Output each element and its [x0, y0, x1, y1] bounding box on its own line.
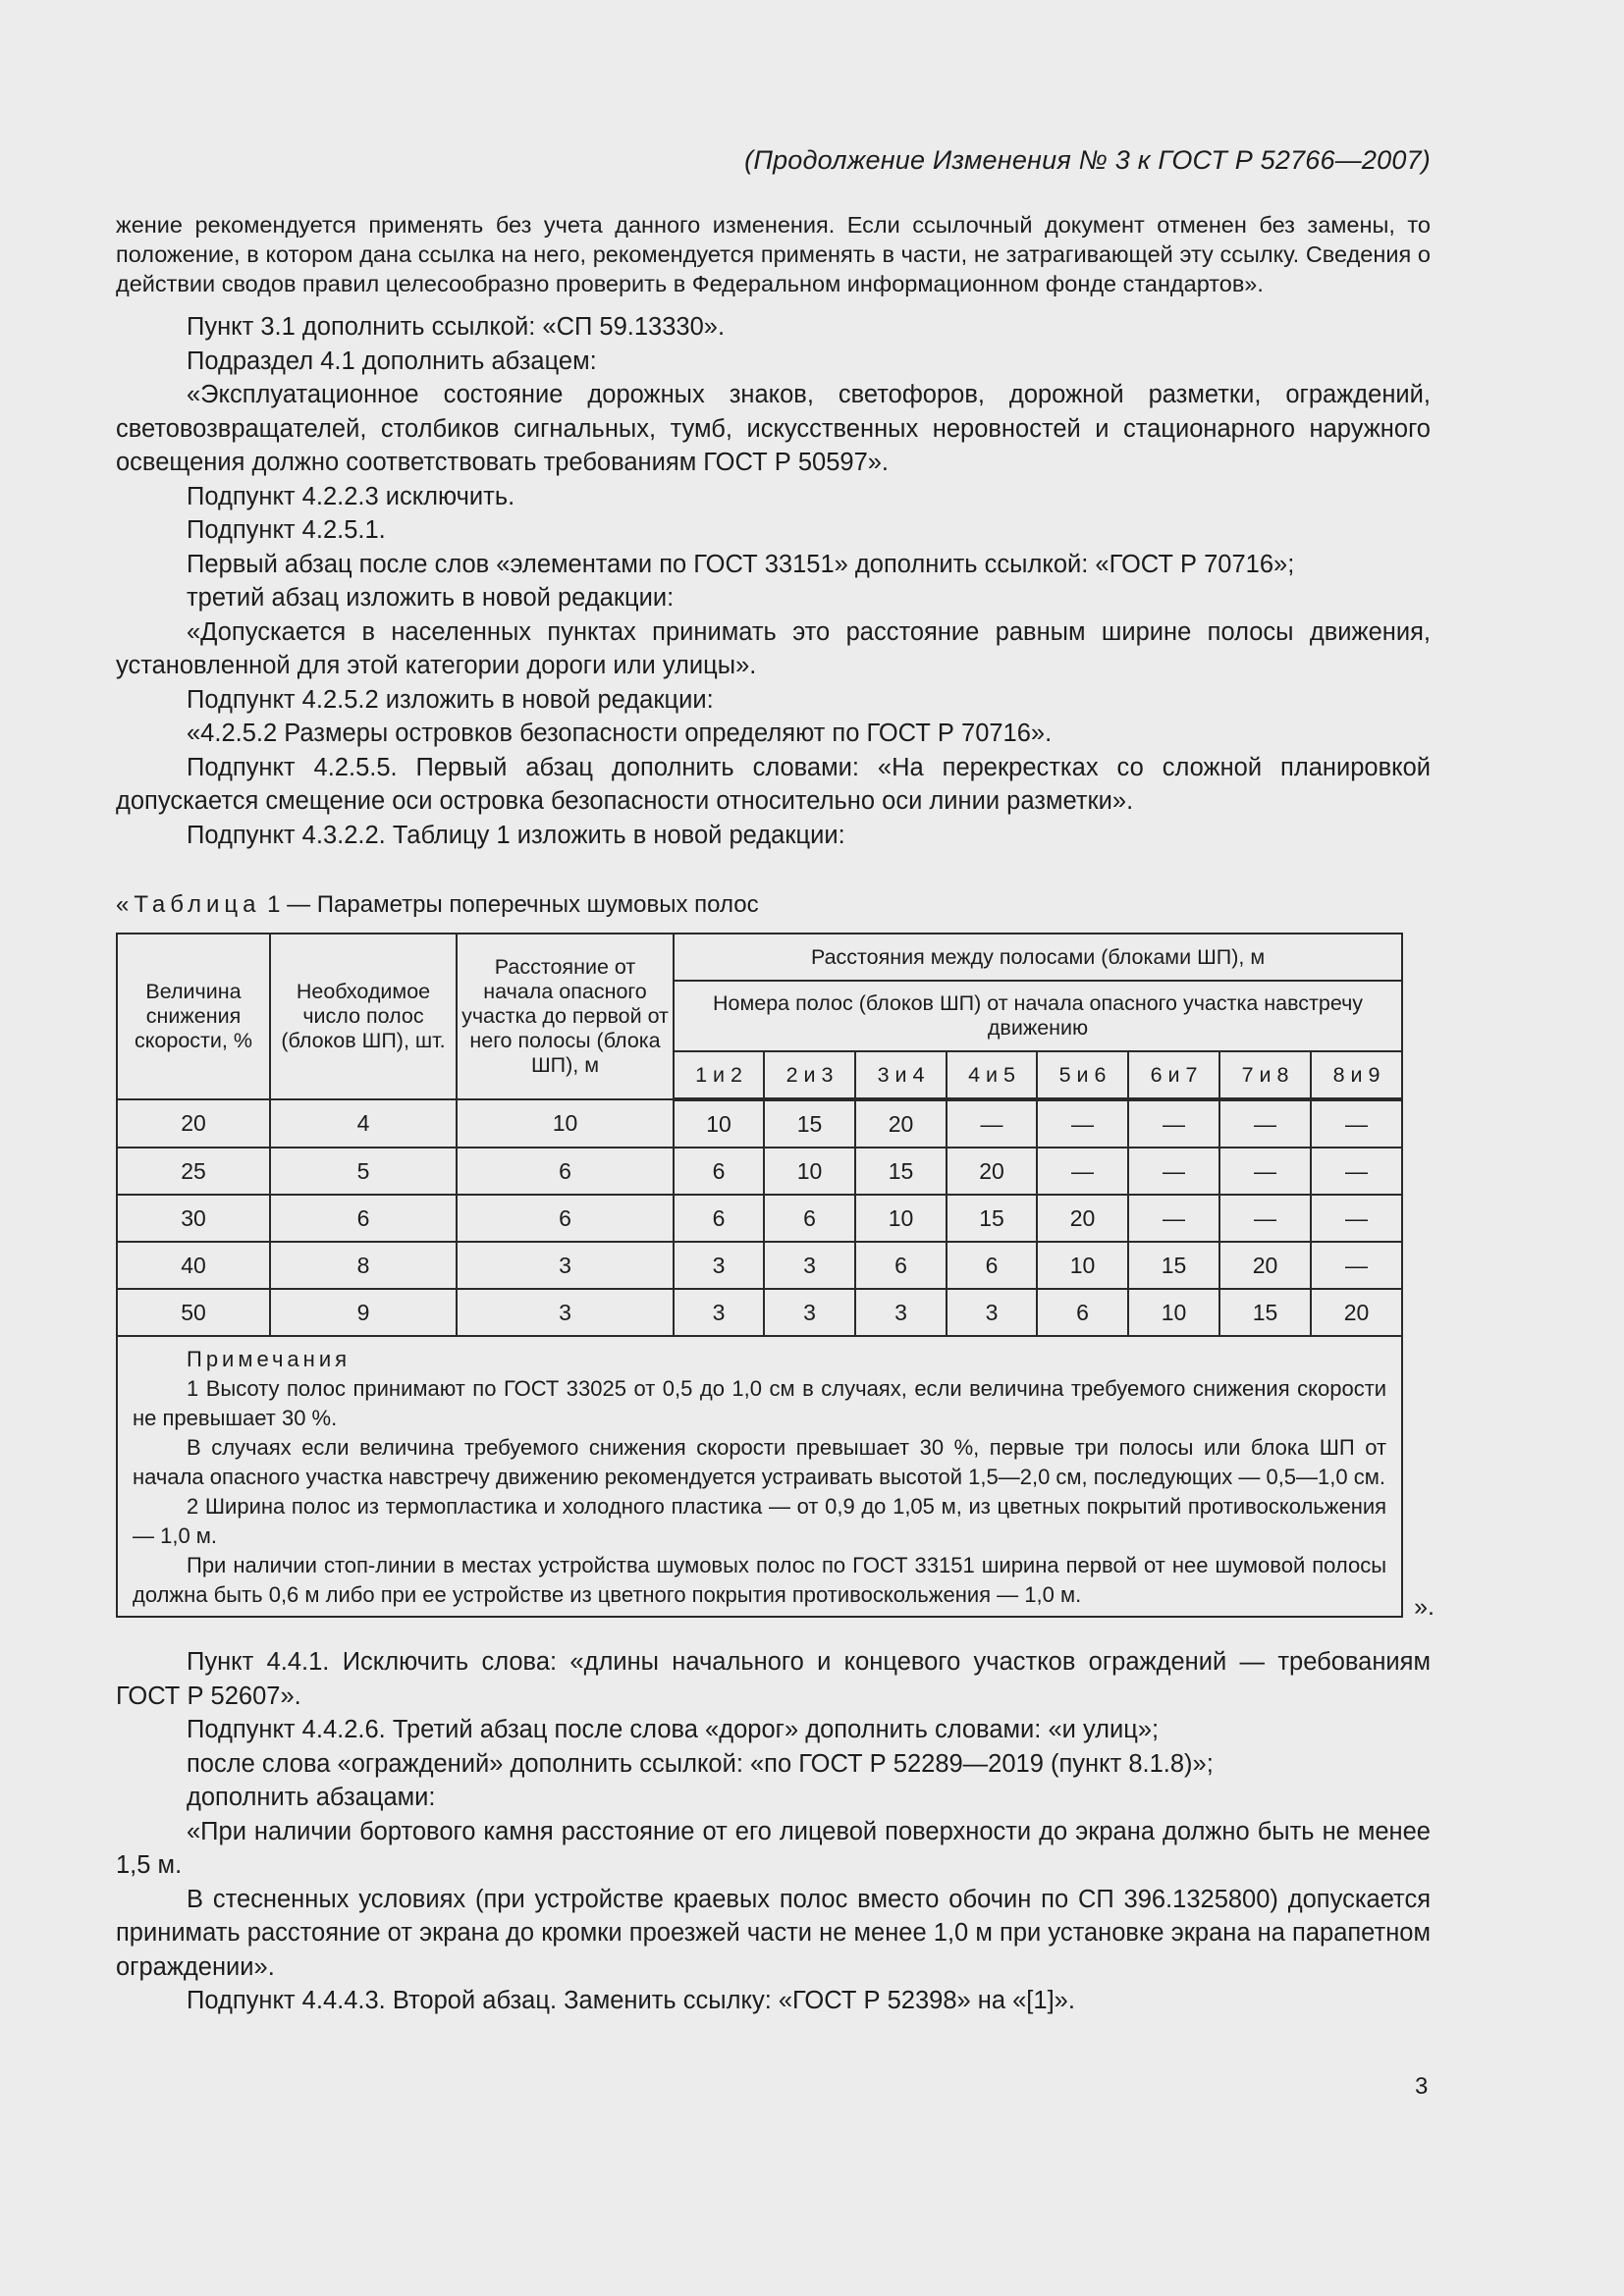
paragraph: «4.2.5.2 Размеры островков безопасности определяют по ГОСТ Р 70716».: [187, 720, 1053, 747]
table-cell: 3: [764, 1242, 855, 1289]
table-cell: —: [1311, 1099, 1402, 1148]
table-cell: 3: [764, 1289, 855, 1336]
table-cell: 25: [117, 1148, 270, 1195]
paragraph: Подпункт 4.4.4.3. Второй абзац. Заменить ссылку: «ГОСТ Р 52398» на «[1]».: [187, 1987, 1075, 2014]
paragraph: Подпункт 4.4.2.6. Третий абзац после слова «дорог» дополнить словами: «и улиц»;: [187, 1716, 1160, 1743]
table-cell: —: [1219, 1099, 1311, 1148]
table-caption-prefix: «Таблица: [116, 891, 261, 918]
header-pair: 4 и 5: [947, 1051, 1037, 1099]
table-cell: 3: [674, 1242, 764, 1289]
header-strip-numbers: Номера полос (блоков ШП) от начала опасного участка навстречу движению: [674, 981, 1402, 1051]
header-pair: 2 и 3: [764, 1051, 855, 1099]
paragraph: Подпункт 4.2.5.5. Первый абзац дополнить словами: «На перекрестках со сложной планировкой допускается смещение оси островка безопасности относительно оси линии разметки».: [116, 753, 1431, 815]
note: 1 Высоту полос принимают по ГОСТ 33025 от 0,5 до 1,0 см в случаях, если величина требуемого снижения скорости не превышает 30 %.: [133, 1376, 1387, 1430]
page-content: [116, 210, 1435, 2018]
table-caption-title: 1 — Параметры поперечных шумовых полос: [260, 891, 759, 918]
table-cell: —: [1219, 1195, 1311, 1242]
table-cell: 40: [117, 1242, 270, 1289]
table-row: [117, 1289, 1402, 1336]
table-cell: 10: [855, 1195, 947, 1242]
table-cell: 10: [764, 1148, 855, 1195]
paragraph: «При наличии бортового камня расстояние от его лицевой поверхности до экрана должно быть не менее 1,5 м.: [116, 1817, 1431, 1879]
intro-paragraph: жение рекомендуется применять без учета данного изменения. Если ссылочный документ отменен без замены, то положение, в котором дана ссылка на него, рекомендуется применять в части, не затрагивающей эту ссылку. Сведения о действии сводов правил целесообразно проверить в Федеральном информационном фонде стандартов».: [116, 212, 1431, 296]
paragraph: Подпункт 4.3.2.2. Таблицу 1 изложить в новой редакции:: [187, 821, 845, 849]
table-cell: —: [1128, 1099, 1219, 1148]
table-notes-section: [117, 1336, 1402, 1617]
table-cell: 8: [270, 1242, 457, 1289]
paragraph: «Эксплуатационное состояние дорожных знаков, светофоров, дорожной разметки, ограждений, световозвращателей, столбиков сигнальных, тумб, искусственных неровностей и стационарного наружного освещения должно соответствовать требованиям ГОСТ Р 50597».: [116, 381, 1431, 476]
table-cell: 30: [117, 1195, 270, 1242]
header-pair: 7 и 8: [1219, 1051, 1311, 1099]
table-row: [117, 1195, 1402, 1242]
table-cell: —: [1128, 1195, 1219, 1242]
header-pair: 1 и 2: [674, 1051, 764, 1099]
table-cell: 15: [947, 1195, 1037, 1242]
table-cell: 20: [1311, 1289, 1402, 1336]
table-cell: 20: [855, 1099, 947, 1148]
table-cell: 10: [674, 1099, 764, 1148]
paragraph: Подпункт 4.2.2.3 исключить.: [187, 482, 515, 510]
table-cell: 10: [1128, 1289, 1219, 1336]
table-cell: 15: [1219, 1289, 1311, 1336]
table-cell: 3: [457, 1289, 674, 1336]
table-cell: 50: [117, 1289, 270, 1336]
note: 2 Ширина полос из термопластика и холодного пластика — от 0,9 до 1,05 м, из цветных покрытий противоскольжения — 1,0 м.: [133, 1494, 1387, 1548]
paragraph: Подпункт 4.2.5.2 изложить в новой редакции:: [187, 685, 714, 714]
table-cell: 15: [855, 1148, 947, 1195]
table-cell: 3: [457, 1242, 674, 1289]
table-cell: 6: [674, 1195, 764, 1242]
paragraph: Первый абзац после слов «элементами по ГОСТ 33151» дополнить ссылкой: «ГОСТ Р 70716»;: [187, 550, 1295, 578]
table-cell: 20: [1219, 1242, 1311, 1289]
header-pair: 5 и 6: [1037, 1051, 1128, 1099]
table-cell: 6: [457, 1148, 674, 1195]
table-cell: 10: [457, 1099, 674, 1148]
table-cell: 5: [270, 1148, 457, 1195]
running-head: (Продолжение Изменения № 3 к ГОСТ Р 52766—2007): [744, 145, 1431, 175]
table-body: [117, 1099, 1402, 1336]
header-distance-group: Расстояния между полосами (блоками ШП), м: [674, 934, 1402, 981]
table-cell: —: [1311, 1148, 1402, 1195]
notes-title: Примечания: [187, 1347, 352, 1371]
table-cell: 6: [457, 1195, 674, 1242]
table-cell: —: [1311, 1195, 1402, 1242]
table-cell: —: [1037, 1099, 1128, 1148]
table-cell: 3: [947, 1289, 1037, 1336]
table-cell: —: [947, 1099, 1037, 1148]
header-pair: 8 и 9: [1311, 1051, 1402, 1099]
table-notes: [117, 1336, 1402, 1617]
note: В случаях если величина требуемого снижения скорости превышает 30 %, первые три полосы или блока ШП от начала опасного участка навстречу движению рекомендуется устраивать высотой 1,5—2,0 см, последующих — 0,5—1,0 см.: [133, 1435, 1387, 1489]
header-pair: 6 и 7: [1128, 1051, 1219, 1099]
header-strip-count: Необходимое число полос (блоков ШП), шт.: [270, 934, 457, 1099]
page-number: 3: [1415, 2073, 1429, 2100]
table-cell: 15: [764, 1099, 855, 1148]
table-caption: [116, 891, 1431, 919]
noise-strips-table: [116, 933, 1403, 1618]
table-row: [117, 1242, 1402, 1289]
paragraph: В стесненных условиях (при устройстве краевых полос вместо обочин по СП 396.1325800) допускается принимать расстояние от экрана до кромки проезжей части не менее 1,0 м при установке экрана на парапетном ограждении».: [116, 1885, 1431, 1981]
table-row: [117, 1099, 1402, 1148]
table-cell: 10: [1037, 1242, 1128, 1289]
table-closing-quote: ».: [1414, 1593, 1435, 1621]
table-cell: 15: [1128, 1242, 1219, 1289]
paragraph: Пункт 4.4.1. Исключить слова: «длины начального и концевого участков ограждений — требованиям ГОСТ Р 52607».: [116, 1648, 1431, 1710]
header-pair: 3 и 4: [855, 1051, 947, 1099]
table-cell: 9: [270, 1289, 457, 1336]
table-cell: 6: [764, 1195, 855, 1242]
paragraph: дополнить абзацами:: [187, 1784, 436, 1811]
table-cell: 6: [1037, 1289, 1128, 1336]
header-speed-reduction: Величина снижения скорости, %: [117, 934, 270, 1099]
paragraph: Пункт 3.1 дополнить ссылкой: «СП 59.13330».: [187, 313, 726, 341]
table-cell: —: [1037, 1148, 1128, 1195]
table-cell: 6: [270, 1195, 457, 1242]
table-row: [117, 1148, 1402, 1195]
table-cell: 3: [674, 1289, 764, 1336]
header-first-distance: Расстояние от начала опасного участка до первой от него полосы (блока ШП), м: [457, 934, 674, 1099]
paragraph: третий абзац изложить в новой редакции:: [187, 584, 675, 612]
paragraph: «Допускается в населенных пунктах принимать это расстояние равным ширине полосы движения, установленной для этой категории дороги или улицы».: [116, 617, 1431, 679]
note: При наличии стоп-линии в местах устройства шумовых полос по ГОСТ 33151 ширина первой от нее шумовой полосы должна быть 0,6 м либо при ее устройстве из цветного покрытия противоскольжения — 1,0 м.: [133, 1553, 1387, 1607]
table-cell: 20: [1037, 1195, 1128, 1242]
table-cell: 4: [270, 1099, 457, 1148]
table-cell: —: [1128, 1148, 1219, 1195]
paragraph: Подраздел 4.1 дополнить абзацем:: [187, 347, 597, 375]
table-cell: 6: [855, 1242, 947, 1289]
table-cell: —: [1219, 1148, 1311, 1195]
table-cell: 20: [117, 1099, 270, 1148]
table-cell: 3: [855, 1289, 947, 1336]
table-cell: —: [1311, 1242, 1402, 1289]
paragraphs-after: [116, 1645, 1431, 2018]
paragraph: Подпункт 4.2.5.1.: [187, 516, 386, 544]
paragraph: после слова «ограждений» дополнить ссылкой: «по ГОСТ Р 52289—2019 (пункт 8.1.8)»;: [187, 1749, 1214, 1778]
table-cell: 6: [947, 1242, 1037, 1289]
table-cell: 20: [947, 1148, 1037, 1195]
table-wrapper: [116, 933, 1435, 1621]
table-cell: 6: [674, 1148, 764, 1195]
